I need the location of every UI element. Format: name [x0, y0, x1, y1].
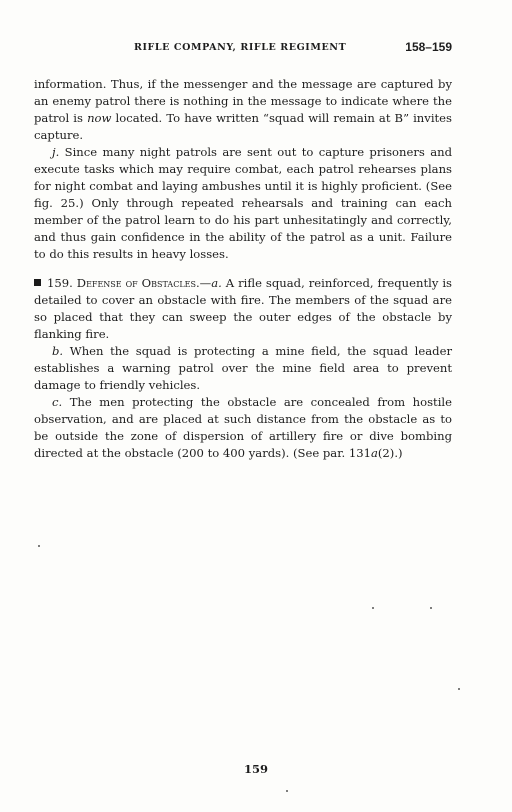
scan-speck: [458, 688, 460, 690]
paragraph-continuation: information. Thus, if the messenger and the message are captured by an enemy patrol there is nothing in the message to indicate where the patrol is now located. To have written “squad will remain at B” invites capture.: [34, 77, 452, 142]
section-title: Defense of Obstacles: [76, 276, 196, 290]
subparagraph-label-j: j.: [52, 145, 60, 159]
section-square-icon: [34, 279, 41, 286]
scan-speck: [430, 607, 432, 609]
scan-speck: [38, 545, 40, 547]
header-page-range: 158–159: [405, 40, 452, 54]
scan-speck: [286, 790, 288, 792]
paragraph-b: b. When the squad is protecting a mine field, the squad leader establishes a warning patrol over the mine field area to prevent damage to friendly vehicles.: [34, 344, 452, 392]
paragraph-j: j. Since many night patrols are sent out to capture prisoners and execute tasks which may require combat, each patrol rehearses plans for night combat and laying ambushes until it is highly proficient. (See fig. 25.) Only through repeated rehearsals and training can each member of the patrol learn to do his part unhesitatingly and correctly, and thus gain confidence in the ability of the patrol as a unit. Failure to do this results in heavy losses.: [34, 145, 452, 261]
paragraph-c: c. The men protecting the obstacle are concealed from hostile observation, and are placed at such distance from the obstacle as to be outside the zone of dispersion of artillery fire or dive bombing directed at the obstacle (200 to 400 yards). (See par. 131a(2).): [34, 395, 452, 460]
body-text: [34, 76, 452, 462]
section-159-heading-paragraph: 159. Defense of Obstacles.—a. A rifle squad, reinforced, frequently is detailed to cover an obstacle with fire. The members of the squad are so placed that they can sweep the outer edges of the obstacle by flanking fire.: [34, 276, 453, 341]
subparagraph-label-a: a.: [211, 276, 222, 290]
subparagraph-label-b: b.: [52, 344, 64, 358]
header-title: RIFLE COMPANY, RIFLE REGIMENT: [134, 42, 347, 53]
section-number: 159.: [47, 276, 77, 290]
page-number-footer: 159: [243, 762, 268, 776]
running-header: [34, 40, 452, 56]
scan-speck: [372, 607, 374, 609]
reference-italic-a: a: [370, 446, 378, 460]
subparagraph-label-c: c.: [52, 395, 63, 409]
emphasis-now: now: [87, 111, 112, 125]
